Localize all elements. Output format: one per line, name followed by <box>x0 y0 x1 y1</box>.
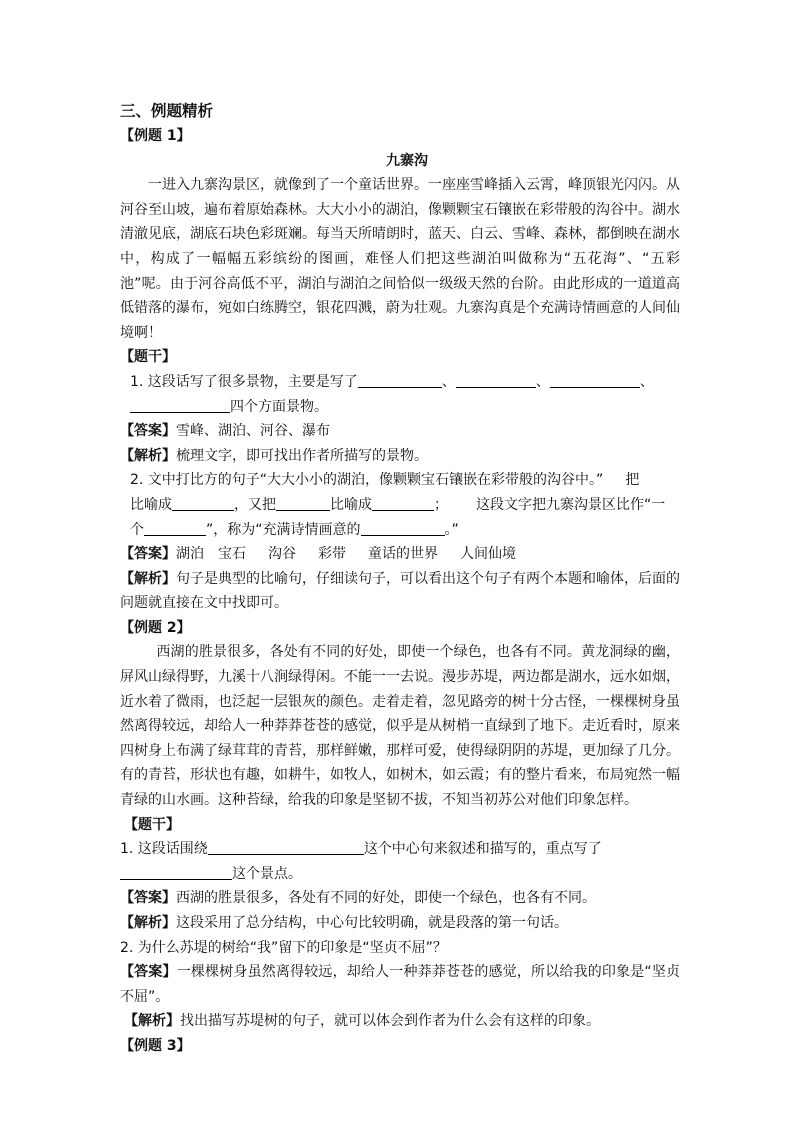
answer-blank[interactable] <box>456 373 536 388</box>
example-3-label: 【例题 3】 <box>120 1037 191 1054</box>
example-1-question-1: 1. 这段话写了很多景物，主要是写了 、 、 、 四个方面景物。 <box>130 373 654 415</box>
example-2-question-2: 2. 为什么苏堤的树给“我”留下的印象是“坚贞不屈”？ <box>120 939 447 956</box>
example-1-title: 九寨沟 <box>386 152 428 169</box>
answer-blank[interactable] <box>358 373 442 388</box>
example-1-q1-answer: 【答案】雪峰、湖泊、河谷、瀑布 <box>120 423 330 440</box>
example-2-q2-answer: 【答案】一棵棵树身虽然离得较远，却给人一种莽莽苍苍的感觉，所以给我的印象是“坚贞不屈”。 <box>120 964 680 1005</box>
example-1-q2-analysis: 【解析】句子是典型的比喻句，仔细读句子，可以看出这个句子有两个本题和喻体，后面的问题就直接在文中找即可。 <box>120 570 680 612</box>
example-2-q1-answer: 【答案】西湖的胜景很多，各处有不同的好处，即使一个绿色，也各有不同。 <box>120 890 596 907</box>
answer-blank[interactable] <box>550 373 640 388</box>
example-1-q1-analysis: 【解析】梳理文字，即可找出作者所描写的景物。 <box>120 447 428 464</box>
answer-blank[interactable] <box>372 496 434 511</box>
section-title: 三、例题精析 <box>120 102 214 120</box>
example-1-passage: 一进入九寨沟景区，就像到了一个童话世界。一座座雪峰插入云霄，峰顶银光闪闪。从河谷至山坡，遍布着原始森林。大大小小的湖泊，像颗颗宝石镶嵌在彩带般的沟谷中。湖水清澈见底，湖底石块色彩斑斓。每当天所晴朗时，蓝天、白云、雪峰、森林，都倒映在湖水中，构成了一幅幅五彩缤纷的图画，难怪人们把这些湖泊叫做称为“五花海”、“五彩池”呢。由于河谷高低不平，湖泊与湖泊之间恰似一级级天然的台阶。由此形成的一道道高低错落的瀑布，宛如白练腾空，银花四溅，蔚为壮观。九寨沟真是个充满诗情画意的人间仙境啊！ <box>120 177 680 341</box>
answer-blank[interactable] <box>276 496 330 511</box>
answer-blank[interactable] <box>172 496 234 511</box>
example-1-question-2: 2. 文中打比方的句子“大大小小的湖泊，像颗颗宝石镶嵌在彩带般的沟谷中。” 把 比喻成 ，又把 比喻成 ； 这段文字把九寨沟景区比作“一 个 ”，称为“充满诗情画意的 。” <box>130 472 666 538</box>
answer-blank[interactable] <box>208 840 364 855</box>
answer-blank[interactable] <box>361 521 445 536</box>
example-2-stem-label: 【题干】 <box>124 816 180 833</box>
example-2-passage: 西湖的胜景很多，各处有不同的好处，即使一个绿色，也各有不同。黄龙洞绿的幽，屏风山绿得野，九溪十八涧绿得闲。不能一一去说。漫步苏堤，两边都是湖水，远水如烟，近水着了微雨，也泛起一层银灰的颜色。走着走着，忽见路旁的树十分古怪，一棵棵树身虽然离得较远，却给人一种莽莽苍苍的感觉，似乎是从树梢一直绿到了地下。走近看时，原来四树身上布满了绿茸茸的青苔，那样鲜嫩，那样可爱，使得绿阴阴的苏堤，更加绿了几分。有的青苔，形状也有趣，如耕牛，如牧人，如树木，如云霞；有的整片看来，布局宛然一幅青绿的山水画。这种苔绿，给我的印象是坚韧不拔，不知当初苏公对他们印象怎样。 <box>120 644 680 809</box>
answer-blank[interactable] <box>144 521 206 536</box>
example-2-q1-analysis: 【解析】这段采用了总分结构，中心句比较明确，就是段落的第一句话。 <box>120 915 568 931</box>
q1-text: 1. 这段话写了很多景物，主要是写了 <box>130 373 358 390</box>
document-page <box>120 98 680 1059</box>
example-1-stem-label: 【题干】 <box>120 349 176 366</box>
example-2-q2-analysis: 【解析】找出描写苏堤树的句子，就可以体会到作者为什么会有这样的印象。 <box>124 1013 600 1030</box>
example-2-label: 【例题 2】 <box>120 619 191 636</box>
answer-blank[interactable] <box>120 865 232 880</box>
example-2-question-1: 1. 这段话围绕 这个中心句来叙述和描写的，重点写了 这个景点。 <box>120 841 602 882</box>
example-1-q2-answer: 【答案】湖泊 宝石 沟谷 彩带 童话的世界 人间仙境 <box>120 546 516 563</box>
answer-blank[interactable] <box>130 398 230 413</box>
example-1-label: 【例题 1】 <box>120 128 191 144</box>
